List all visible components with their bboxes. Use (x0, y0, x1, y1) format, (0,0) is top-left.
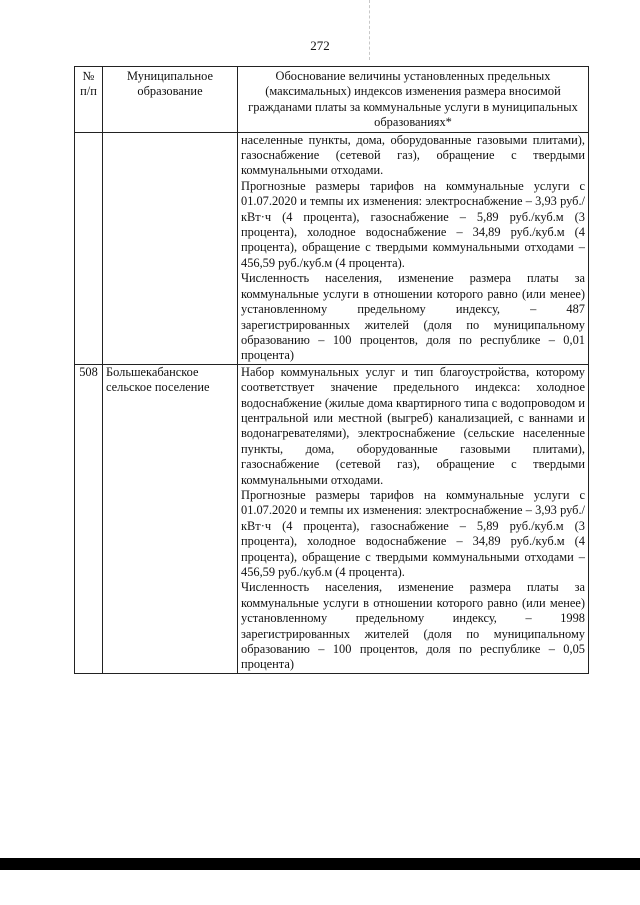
table-row (75, 132, 589, 364)
justification-paragraph: Набор коммунальных услуг и тип благоустройства, которому соответствует значение предельного индекса: холодное водоснабжение (жилые дома квартирного типа с водопроводом и центральной или местной (выгреб) канализацией, с ваннами и водонагревателями), электроснабжение (сельские населенные пункты, дома, оборудованные газовыми плитами), газоснабжение (сетевой газ), обращение с твердыми коммунальными отходами. (241, 364, 585, 487)
justification-paragraph: населенные пункты, дома, оборудованные газовыми плитами), газоснабжение (сетевой газ), обращение с твердыми коммунальными отходами. (241, 132, 585, 178)
justification-paragraph: Численность населения, изменение размера платы за коммунальные услуги в отношении которого равно (или менее) установленному предельному индексу, – 1998 зарегистрированных жителей (доля по муниципальному образованию – 100 процентов, доля по республике – 0,05 процента) (241, 580, 585, 672)
justification-paragraph: Прогнозные размеры тарифов на коммунальные услуги с 01.07.2020 и темпы их изменения: электроснабжение – 3,93 руб./кВт·ч (4 процента), газоснабжение – 5,89 руб./куб.м (3 процента), холодное водоснабжение – 34,89 руб./куб.м (4 процента), обращение с твердыми коммунальными отходами – 456,59 руб./куб.м (4 процента). (241, 487, 585, 579)
justification-paragraph: Прогнозные размеры тарифов на коммунальные услуги с 01.07.2020 и темпы их изменения: электроснабжение – 3,93 руб./кВт·ч (4 процента), газоснабжение – 5,89 руб./куб.м (3 процента), холодное водоснабжение – 34,89 руб./куб.м (4 процента), обращение с твердыми коммунальными отходами – 456,59 руб./куб.м (4 процента). (241, 178, 585, 270)
table-row (75, 364, 589, 673)
header-justification: Обоснование величины установленных предельных (максимальных) индексов изменения размера вносимой гражданами платы за коммунальные услуги в муниципальных образованиях* (238, 67, 589, 133)
row-municipality (103, 132, 238, 364)
row-number (75, 132, 103, 364)
row-justification (238, 364, 589, 673)
table-header-row (75, 67, 589, 133)
tariff-index-table (74, 66, 589, 674)
justification-paragraph: Численность населения, изменение размера платы за коммунальные услуги в отношении которого равно (или менее) установленному предельному индексу, – 487 зарегистрированных жителей (доля по муниципальному образованию – 100 процентов, доля по республике – 0,01 процента) (241, 271, 585, 363)
header-municipality: Муниципальное образование (103, 67, 238, 133)
row-justification (238, 132, 589, 364)
row-municipality: Большекабанское сельское поселение (103, 364, 238, 673)
page-number: 272 (310, 38, 330, 53)
row-number: 508 (75, 364, 103, 673)
scan-bottom-bar (0, 858, 640, 870)
header-number: № п/п (75, 67, 103, 133)
